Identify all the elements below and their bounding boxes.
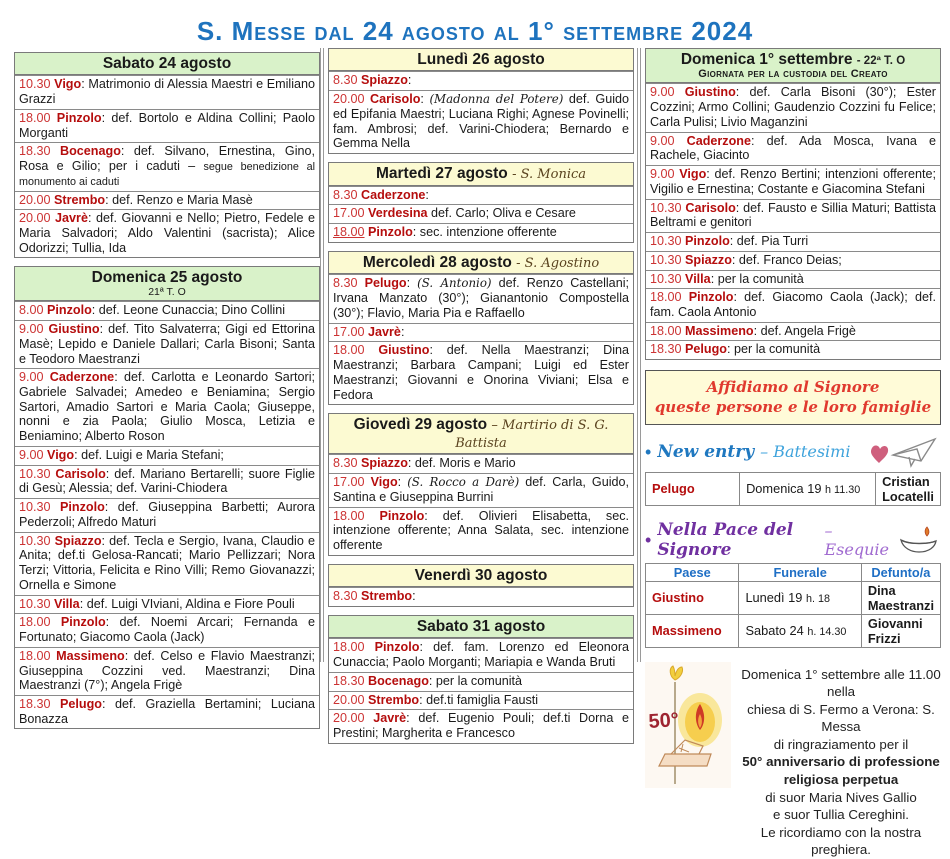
mass-time: 18.00 <box>650 323 682 338</box>
mass-place: Vigo <box>370 475 398 490</box>
section-header <box>646 49 940 83</box>
mass-text: per la comunità <box>435 673 523 688</box>
mass-entry <box>15 191 319 210</box>
mass-entry <box>329 90 633 153</box>
mass-place: Verdesina <box>368 206 428 221</box>
section-header <box>329 252 633 275</box>
mass-colon: : <box>735 85 740 100</box>
section-header <box>15 53 319 75</box>
section <box>328 162 634 243</box>
mass-entry <box>15 532 319 595</box>
mass-colon: : <box>419 640 423 655</box>
mass-colon: : <box>400 324 405 339</box>
mass-colon: : <box>102 696 106 711</box>
section-date: Giovedì 29 agosto <box>353 416 488 434</box>
mass-colon: : <box>425 187 429 202</box>
mass-time: 18.00 <box>19 615 51 630</box>
mass-text: sec. intenzione offerente <box>419 225 557 240</box>
battesimi-heading <box>645 435 941 469</box>
esequie-funerale: Sabato 24 h. 14.30 <box>739 614 861 647</box>
mass-entry <box>646 199 940 232</box>
mass-place: Giustino <box>48 322 100 337</box>
mass-place: Caderzone <box>361 187 426 202</box>
anniversary-text <box>741 662 941 859</box>
esequie-column-header: Funerale <box>739 563 861 581</box>
battesimi-ora: h 11.30 <box>825 484 861 497</box>
mass-colon: : <box>419 692 423 707</box>
affidiamo-line1: Affidiamo al Signore <box>706 378 880 397</box>
mass-entry <box>15 301 319 320</box>
mass-entry <box>329 323 633 342</box>
bullet-icon: • <box>645 529 652 550</box>
mass-colon: : <box>99 322 104 337</box>
mass-entry <box>329 454 633 473</box>
mass-colon: : <box>420 92 424 107</box>
mass-time: 18.30 <box>333 673 365 688</box>
esequie-defunto: Dina Maestranzi <box>861 581 940 614</box>
mass-entry <box>15 320 319 368</box>
mass-colon: : <box>407 73 412 88</box>
mass-text: def. Renzo Castellani; Irvana Manzato (30°); Gianantonio Compostella (30°); Flavio, Maria Pia e Raffaello <box>333 276 629 320</box>
mass-entry <box>329 709 633 742</box>
section-date: Lunedì 26 agosto <box>417 51 545 68</box>
mass-entry <box>329 691 633 710</box>
mass-colon: : <box>735 200 740 215</box>
mass-time: 18.00 <box>333 225 365 240</box>
section-header <box>329 163 633 186</box>
mass-place: Pelugo <box>60 696 102 711</box>
mass-text: def. Graziella Bertamini; Luciana Bonazza <box>19 696 315 726</box>
mass-note: (S. Rocco a Darè) <box>407 475 520 490</box>
mass-place: Giustino <box>684 85 736 100</box>
mass-place: Pinzolo <box>688 290 734 305</box>
esequie-subtitle: – Esequie <box>824 520 889 559</box>
mass-text: def. Renzo Bertini; intenzioni offerente; Vigilio e Ernestina; Costante e Giacomina Stefani <box>650 167 936 196</box>
mass-place: Carisolo <box>370 92 421 107</box>
section-feast: - S. Agostino <box>516 255 600 271</box>
mass-time: 20.00 <box>333 692 365 707</box>
mass-place: Pinzolo <box>374 640 420 655</box>
mass-text: def. Fausto e Sillia Maturi; Battista Beltrami e genitori <box>650 200 936 230</box>
section-date: Venerdì 30 agosto <box>414 566 548 584</box>
section-date: Sabato 24 agosto <box>102 55 232 72</box>
mass-place: Vigo <box>679 167 707 182</box>
mass-colon: : <box>101 533 106 548</box>
mass-entry <box>646 132 940 165</box>
mass-text: def. Carla Bisoni (30°); Ester Cozzini; Armo Collini; Gaudenzio Cozzini fu Felice; Carla Pulisi; Livio Maganzini <box>650 85 937 129</box>
esequie-ora: h. 18 <box>805 593 830 606</box>
mass-time: 8.30 <box>333 589 358 604</box>
mass-time: 9.00 <box>650 133 675 148</box>
mass-colon: : <box>81 77 85 92</box>
esequie-title: Nella Pace del Signore <box>657 519 794 560</box>
mass-place: Pelugo <box>685 342 727 357</box>
battesimi-icons <box>865 435 941 469</box>
mass-place: Pinzolo <box>60 615 106 630</box>
mass-entry <box>329 507 633 555</box>
page-title: S. Messe dal 24 agosto al 1° settembre 2024 <box>196 16 754 46</box>
anniversary-line: 50° anniversario di professione <box>742 754 940 770</box>
mass-place: Bocenago <box>368 673 429 688</box>
mass-place: Villa <box>685 271 711 286</box>
mass-place: Bocenago <box>60 144 121 159</box>
paper-plane-icon <box>893 439 935 466</box>
mass-colon: : <box>429 343 433 358</box>
mass-entry <box>15 595 319 614</box>
mass-time: 8.30 <box>333 276 358 291</box>
mass-text: def. Guido ed Epifania Maestri; Luciana Righi; Agnese Povinelli; fam. Ambrosi; def. Varini-Chiodera; Bernardo e Gemma Nella <box>333 92 630 151</box>
mass-note: (Madonna del Potere) <box>429 92 564 107</box>
mass-time: 20.00 <box>333 711 365 726</box>
mass-entry <box>646 270 940 289</box>
mass-colon: : <box>731 252 736 267</box>
mass-time: 8.30 <box>333 73 358 88</box>
battesimi-nome: Cristian Locatelli <box>876 472 941 505</box>
mass-text: def. Carla, Guido, Santina e Giuseppina Burrini <box>333 475 630 504</box>
esequie-icon-wrap <box>895 524 941 556</box>
oil-lamp-icon <box>901 527 936 552</box>
mass-time: 10.30 <box>650 234 682 249</box>
mass-note: (S. Antonio) <box>417 276 492 291</box>
bullet-icon: • <box>645 441 652 462</box>
mass-time: 10.30 <box>19 500 51 515</box>
mass-text: def. Moris e Mario <box>414 456 516 471</box>
mass-entry <box>15 465 319 498</box>
mass-place: Caderzone <box>686 133 751 148</box>
mass-entry <box>646 288 940 321</box>
mass-colon: : <box>105 466 110 481</box>
mass-text: def. fam. Lorenzo ed Eleonora Cunaccia; Paolo Morganti; Mariapia e Wanda Bruti <box>333 640 630 670</box>
mass-text: def. Leone Cunaccia; Dino Collini <box>98 303 286 318</box>
mass-text: def. Angela Frigè <box>760 323 856 338</box>
mass-place: Strembo <box>361 589 413 604</box>
mass-colon: : <box>104 500 109 515</box>
esequie-column-header: Defunto/a <box>861 563 940 581</box>
mass-entry <box>15 142 319 190</box>
mass-entry <box>646 322 940 341</box>
section-date: Sabato 31 agosto <box>416 617 546 635</box>
mass-place: Spiazzo <box>685 252 732 267</box>
section <box>328 615 634 744</box>
mass-place: Javrè <box>368 324 401 339</box>
mass-time: 18.30 <box>650 342 682 357</box>
mass-place: Spiazzo <box>361 456 408 471</box>
mass-place: Vigo <box>47 447 75 462</box>
mass-colon: : <box>397 475 402 490</box>
mass-colon: : <box>91 303 96 318</box>
section-header <box>329 565 633 587</box>
section-subtitle: Giornata per la custodia del Creato <box>698 68 888 81</box>
mass-text: def. Tito Salvaterra; Gigi ed Ettorina Masè; Lepido e Daniele Dallari; Carla Bisoni; Santa e Teodoro Maestranzi <box>19 322 315 366</box>
mass-text: def. Tecla e Sergio, Ivana, Claudio e Anita; def.ti Gelosa-Rancati; Mario Pellizzari; Nora Terzi; Vittoria, Felicita e Rino Villi; Remo Giovanazzi; Ornella e Simone <box>19 533 315 592</box>
mass-entry <box>15 368 319 446</box>
mass-time: 18.00 <box>333 508 365 523</box>
esequie-heading <box>645 520 941 560</box>
mass-time: 9.00 <box>650 85 675 100</box>
mass-entry <box>329 186 633 205</box>
mass-entry <box>15 695 319 728</box>
mass-text: def. Giacomo Caola (Jack); def. fam. Caola Antonio <box>650 290 936 319</box>
mass-text: def. Franco Deias; <box>738 252 842 267</box>
anniversary-note <box>645 662 941 859</box>
mass-time: 18.00 <box>19 110 51 125</box>
mass-time: 18.00 <box>333 640 365 655</box>
mass-time: 20.00 <box>19 192 51 207</box>
anniversary-line: religiosa perpetua <box>783 771 899 787</box>
esequie-column-header: Paese <box>646 563 739 581</box>
mass-place: Spiazzo <box>54 533 102 548</box>
mass-entry <box>329 223 633 242</box>
section-date: Mercoledì 28 agosto <box>362 253 512 271</box>
sunday-sections <box>645 48 941 360</box>
mass-place: Caderzone <box>49 370 115 385</box>
esequie-ora: h. 14.30 <box>807 626 847 639</box>
mass-time: 10.30 <box>650 200 682 215</box>
section <box>328 413 634 556</box>
mass-place: Strembo <box>54 192 106 207</box>
mass-time: 17.00 <box>333 206 365 221</box>
esequie-header-row <box>646 563 941 581</box>
anniversary-line: Le ricordiamo con la nostra preghiera. <box>760 824 922 858</box>
mass-colon: : <box>406 711 410 726</box>
mass-colon: : <box>733 290 737 305</box>
mass-entry <box>329 473 633 507</box>
battesimi-table <box>645 472 941 506</box>
section-feast: – Martirio di S. G. Battista <box>455 418 609 451</box>
mass-text: def. Luigi e Maria Stefani; <box>81 447 224 462</box>
mass-time: 9.00 <box>19 447 44 462</box>
mass-time: 18.30 <box>19 696 51 711</box>
section <box>328 251 634 405</box>
mass-text: Matrimonio di Alessia Maestri e Emiliano Grazzi <box>19 77 316 107</box>
section-subtitle: 21ª T. O <box>148 285 186 298</box>
mass-time: 9.00 <box>19 370 44 385</box>
anniversary-image <box>645 662 731 788</box>
mass-text: def.ti famiglia Fausti <box>426 692 539 707</box>
mass-entry <box>15 109 319 142</box>
mass-time: 20.00 <box>333 92 365 107</box>
mass-colon: : <box>412 589 416 604</box>
heart-icon <box>871 445 888 463</box>
mass-time: 18.00 <box>650 290 682 305</box>
mass-colon: : <box>120 144 125 159</box>
mass-colon: : <box>428 673 433 688</box>
section <box>645 48 941 360</box>
mass-text: def. Eugenio Pouli; def.ti Dorna e Prestini; Margherita e Francesco <box>333 711 630 741</box>
battesimi-row <box>646 472 941 505</box>
mass-text: def. Bortolo e Aldina Collini; Paolo Morganti <box>19 110 315 140</box>
mass-time: 8.30 <box>333 187 358 202</box>
mass-colon: : <box>101 110 106 125</box>
mass-colon: : <box>105 615 110 630</box>
mass-place: Pinzolo <box>56 110 102 125</box>
mass-time: 20.00 <box>19 211 51 226</box>
mass-text: def. Celso e Flavio Maestranzi; Giuseppina Cozzini ved. Maestranzi; Dina Maestranzi (7°); Angela Frigè <box>19 648 316 693</box>
column-divider <box>637 48 641 662</box>
anniversary-line: di ringraziamento per il <box>773 736 909 752</box>
mass-time: 17.00 <box>333 475 365 490</box>
section-header <box>329 49 633 71</box>
mass-colon: : <box>753 323 758 338</box>
mass-entry <box>646 340 940 359</box>
anniversary-line: Domenica 1° settembre alle 11.00 nella <box>741 666 941 700</box>
mass-colon: : <box>727 342 731 357</box>
mass-time: 10.30 <box>650 252 682 267</box>
battesimi-title: New entry <box>657 441 755 462</box>
esequie-row <box>646 614 941 647</box>
mass-time: 17.00 <box>333 324 365 339</box>
mass-entry <box>646 83 940 131</box>
mass-time: 18.30 <box>19 144 51 159</box>
mass-text: def. Carlo; Oliva e Cesare <box>431 206 576 221</box>
anniversary-line: di suor Maria Nives Gallio <box>765 789 917 805</box>
mass-time: 8.30 <box>333 456 358 471</box>
mass-place: Pinzolo <box>685 234 730 249</box>
mass-time: 10.30 <box>19 77 51 92</box>
section <box>328 48 634 154</box>
mass-colon: : <box>79 596 84 611</box>
mass-entry <box>329 204 633 223</box>
mass-text: def. Giuseppina Barbetti; Aurora Pederzoli; Alfredo Maturi <box>19 500 315 529</box>
section-header <box>329 616 633 638</box>
section-feast: - 22ª T. O <box>856 55 906 67</box>
mass-colon: : <box>105 192 109 207</box>
esequie-defunto: Giovanni Frizzi <box>861 614 940 647</box>
mass-text: per la comunità <box>734 342 821 357</box>
mass-colon: : <box>729 234 734 249</box>
mass-text: per la comunità <box>717 271 804 286</box>
mass-time: 10.30 <box>19 596 51 611</box>
mass-colon: : <box>412 225 417 240</box>
mass-entry <box>646 165 940 198</box>
section-header <box>15 267 319 301</box>
anniversary-line: chiesa di S. Fermo a Verona: S. Messa <box>747 701 935 735</box>
mass-colon: : <box>750 133 755 148</box>
mass-time: 10.30 <box>650 271 682 286</box>
mass-colon: : <box>407 456 412 471</box>
column-divider <box>320 48 324 662</box>
mass-text: def. Nella Maestranzi; Dina Maestranzi; Barbara Campani; Luigi ed Ester Maestranzi; Giovanni e Onorina Viviani; Elsa e Fedora <box>333 343 629 402</box>
esequie-paese: Massimeno <box>646 614 739 647</box>
mass-text: def. Silvano, Ernestina, Gino, Rosa e Gilio; per i caduti – <box>19 144 315 174</box>
mass-entry <box>15 209 319 257</box>
mass-place: Strembo <box>368 692 420 707</box>
mass-colon: : <box>74 447 78 462</box>
mass-time: 10.30 <box>19 533 51 548</box>
mass-entry <box>329 587 633 606</box>
battesimi-paese: Pelugo <box>646 472 740 505</box>
mass-place: Vigo <box>54 77 82 92</box>
section-date: Domenica 25 agosto <box>91 269 243 287</box>
affidiamo-box <box>645 370 941 425</box>
anniversary-line: e suor Tullia Cereghini. <box>773 807 909 823</box>
mass-time: 8.00 <box>19 303 44 318</box>
mass-colon: : <box>114 370 118 385</box>
mass-colon: : <box>710 271 715 286</box>
mass-entry <box>15 446 319 465</box>
mass-time: 10.30 <box>19 466 51 481</box>
mass-text: def. Renzo e Maria Masè <box>112 192 253 207</box>
mass-place: Javrè <box>373 711 407 726</box>
mass-entry <box>329 672 633 691</box>
mass-place: Javrè <box>55 211 88 226</box>
mass-text: def. Olivieri Elisabetta, sec. intenzione offerente; Anna Salata, sec. intenzione offerente <box>333 508 630 553</box>
battesimi-subtitle: – Battesimi <box>760 442 851 462</box>
mass-text: def. Ada Mosca, Ivana e Rachele, Giacinto <box>650 133 936 163</box>
mass-text: def. Pia Turri <box>736 234 809 249</box>
mass-place: Pinzolo <box>368 225 413 240</box>
mass-entry <box>15 75 319 108</box>
svg-text:50°: 50° <box>647 708 680 733</box>
mass-colon: : <box>124 648 129 663</box>
mass-place: Carisolo <box>55 466 106 481</box>
mass-entry <box>329 638 633 671</box>
mass-time: 18.00 <box>19 648 51 663</box>
mass-colon: : <box>406 276 411 291</box>
mass-place: Villa <box>54 596 80 611</box>
mass-place: Spiazzo <box>361 73 408 88</box>
section <box>14 52 320 258</box>
mass-entry <box>329 71 633 90</box>
mass-entry <box>646 251 940 270</box>
mass-colon: : <box>424 508 428 523</box>
mass-text: def. Giovanni e Nello; Pietro, Fedele e Maria Salvadori; Aldo Valentini (sacrista); Alice Odorizzi; Tullia, Ida <box>19 211 315 255</box>
mass-text: def. Luigi VIviani, Aldina e Fiore Pouli <box>86 596 295 611</box>
mass-place: Massimeno <box>685 323 754 338</box>
section-header <box>329 414 633 454</box>
schedule-column-1 <box>14 52 320 737</box>
schedule-column-2 <box>328 48 634 752</box>
schedule-column-3 <box>645 48 941 859</box>
mass-entry <box>329 341 633 404</box>
affidiamo-line2: queste persone e le loro famiglie <box>654 398 932 417</box>
esequie-table <box>645 563 941 648</box>
esequie-paese: Giustino <box>646 581 739 614</box>
section-date: Martedì 27 agosto <box>375 165 508 183</box>
section-feast: - S. Monica <box>512 167 587 183</box>
mass-colon: : <box>706 167 710 182</box>
section-date: Domenica 1° settembre <box>680 51 853 68</box>
mass-place: Pinzolo <box>47 303 92 318</box>
section <box>14 266 320 729</box>
mass-text-small: segue benedizione al monumento ai caduti <box>19 161 316 188</box>
mass-entry <box>646 232 940 251</box>
mass-time: 9.00 <box>650 167 675 182</box>
mass-text: def. Noemi Arcari; Fernanda e Fortunato; Giacomo Caola (Jack) <box>19 615 316 645</box>
mass-place: Carisolo <box>685 200 736 215</box>
mass-entry <box>329 274 633 322</box>
mass-time: 9.00 <box>19 322 44 337</box>
esequie-funerale: Lunedì 19 h. 18 <box>739 581 861 614</box>
mass-entry <box>15 613 319 646</box>
mass-place: Massimeno <box>56 648 125 663</box>
mass-place: Pinzolo <box>60 500 105 515</box>
mass-entry <box>15 498 319 531</box>
section <box>328 564 634 607</box>
mass-time: 18.00 <box>333 343 365 358</box>
mass-text: def. Carlotta e Leonardo Sartori; Gabriele Salvadei; Amedeo e Beniamina; Sergio Sartori, Amadio Sartori e Maria Caola; Giuseppe, nonni e zia Paola; Giulio Mosca, Letizia e Beniamino; Alberto Roson <box>19 370 315 444</box>
mass-entry <box>15 647 319 695</box>
mass-place: Pelugo <box>364 276 407 291</box>
mass-colon: : <box>87 211 92 226</box>
mass-place: Pinzolo <box>379 508 425 523</box>
battesimi-quando: Domenica 19 h 11.30 <box>740 472 876 505</box>
esequie-row <box>646 581 941 614</box>
mass-text: def. Mariano Bertarelli; suore Figlie di Gesù; Alessia; def. Varini-Chiodera <box>19 466 316 496</box>
mass-place: Giustino <box>378 343 430 358</box>
